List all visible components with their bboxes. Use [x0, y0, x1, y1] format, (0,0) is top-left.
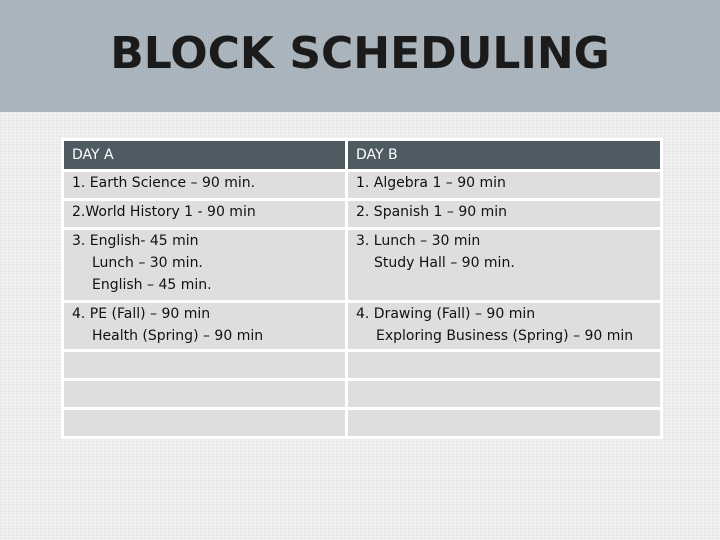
empty-cell: [348, 352, 660, 378]
empty-row: [64, 352, 660, 378]
cell-day-a-1: [64, 172, 345, 198]
table-row: [64, 230, 660, 300]
cell-day-a-2: [64, 201, 345, 227]
cell-sub-line: Health (Spring) – 90 min: [92, 328, 264, 344]
cell-day-b-1: [348, 172, 660, 198]
cell-day-b-3: [348, 230, 660, 300]
schedule-table: [61, 138, 663, 439]
cell-line: 1. Algebra 1 – 90 min: [356, 175, 506, 191]
empty-cell: [64, 381, 345, 407]
table-row: [64, 172, 660, 198]
cell-sub-line: Exploring Business (Spring) – 90 min: [376, 328, 634, 344]
cell-day-a-3: [64, 230, 345, 300]
cell-line: 2. Spanish 1 – 90 min: [356, 204, 508, 220]
cell-sub-line: Lunch – 30 min.: [92, 255, 203, 271]
empty-cell: [348, 410, 660, 436]
cell-line: 3. Lunch – 30 min: [356, 233, 481, 249]
empty-cell: [64, 410, 345, 436]
header-day-b: DAY B: [348, 141, 660, 169]
header-day-a: DAY A: [64, 141, 345, 169]
cell-day-a-4: [64, 303, 345, 349]
cell-line: 1. Earth Science – 90 min.: [72, 175, 256, 191]
cell-line: 4. Drawing (Fall) – 90 min: [356, 306, 536, 322]
cell-day-b-4: [348, 303, 660, 349]
cell-sub-line: English – 45 min.: [92, 277, 212, 293]
table-header-row: [64, 141, 660, 169]
empty-row: [64, 381, 660, 407]
empty-cell: [64, 352, 345, 378]
cell-line: 3. English- 45 min: [72, 233, 199, 249]
cell-day-b-2: [348, 201, 660, 227]
cell-line: 2.World History 1 - 90 min: [72, 204, 256, 220]
cell-sub-line: Study Hall – 90 min.: [374, 255, 515, 271]
slide-title: BLOCK SCHEDULING: [110, 28, 610, 79]
cell-line: 4. PE (Fall) – 90 min: [72, 306, 211, 322]
table-row: [64, 303, 660, 349]
table-row: [64, 201, 660, 227]
empty-cell: [348, 381, 660, 407]
empty-row: [64, 410, 660, 436]
